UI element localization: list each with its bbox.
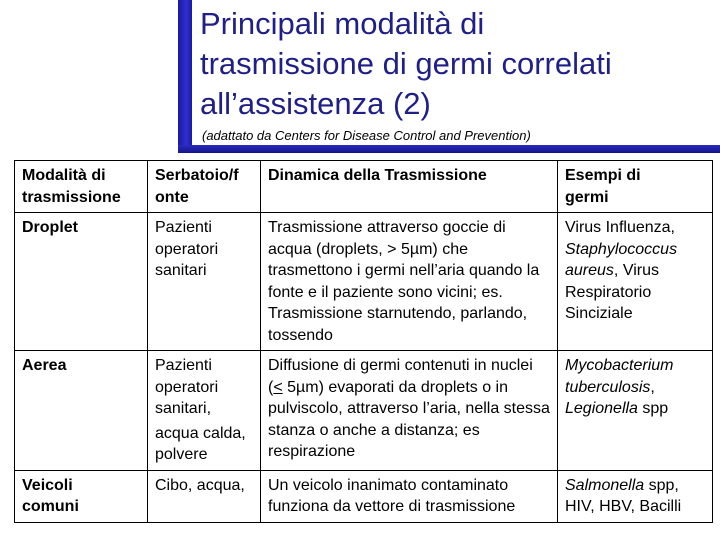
header-examples-line-1: Esempi di: [565, 167, 641, 184]
dynamics-text: Diffusione di germi contenuti in nuclei (: [268, 357, 533, 396]
source-part-2: acqua calda, polvere: [155, 424, 246, 463]
title-accent-bar-vertical: [178, 0, 192, 152]
header-source-line-2: onte: [155, 188, 189, 206]
slide-title-line-3: all’assistenza (2): [200, 86, 431, 121]
row-droplet-examples: [558, 213, 713, 351]
header-mode-line-2: trasmissione: [22, 188, 121, 206]
header-examples-line-2: germi: [565, 188, 609, 206]
table-row: [15, 470, 713, 522]
slide-subtitle: (adattato da Centers for Disease Control and Prevention): [202, 128, 531, 143]
slide-title: [200, 4, 710, 124]
example-text: , Virus Respiratorio Sinciziale: [565, 262, 659, 322]
example-species: Staphylococcus aureus: [565, 240, 678, 279]
header-mode: [15, 161, 148, 213]
row-aerea-source: [148, 351, 261, 471]
source-part-1: Pazienti operatori sanitari,: [155, 357, 219, 417]
row-aerea-examples: [558, 351, 713, 471]
example-species: Mycobacterium tuberculosis: [565, 357, 674, 396]
row-droplet-mode: Droplet: [15, 213, 148, 351]
header-mode-line-1: Modalità di: [22, 167, 106, 184]
row-droplet-source: Pazienti operatori sanitari: [148, 213, 261, 351]
header-examples: [558, 161, 713, 213]
example-text: spp,: [644, 476, 679, 494]
slide-title-line-1: Principali modalità di: [200, 6, 485, 41]
example-species: Salmonella: [565, 476, 645, 494]
example-text: HIV, HBV, Bacilli: [565, 498, 682, 515]
row-veicoli-dynamics: Un veicolo inanimato contaminato funziona da vettore di trasmissione: [261, 470, 558, 522]
row-droplet-dynamics: Trasmissione attraverso goccie di acqua (droplets, > 5µm) che trasmettono i germi nell’aria quando la fonte e il paziente sono vicini; es. Trasmissione starnutendo, parlando, tossendo: [261, 213, 558, 351]
title-accent-bar-horizontal: [178, 145, 720, 153]
dynamics-text: 5µm) evaporati da droplets o in pulviscolo, attraverso l’aria, nella stessa stanza o anche a distanza; es respirazione: [268, 378, 550, 460]
table-row: [15, 351, 713, 471]
table-row: [15, 213, 713, 351]
mode-line-2: comuni: [22, 498, 79, 515]
row-veicoli-examples: [558, 470, 713, 522]
header-source: [148, 161, 261, 213]
header-dynamics: Dinamica della Trasmissione: [261, 161, 558, 213]
row-aerea-mode: Aerea: [15, 351, 148, 471]
row-aerea-dynamics: [261, 351, 558, 471]
row-veicoli-source: Cibo, acqua,: [148, 470, 261, 522]
mode-line-1: Veicoli: [22, 476, 73, 494]
example-text: Virus Influenza,: [565, 219, 675, 236]
transmission-table: [14, 160, 713, 523]
example-species: Legionella: [565, 400, 638, 417]
example-text: ,: [650, 378, 655, 396]
row-veicoli-mode: [15, 470, 148, 522]
slide-title-line-2: trasmissione di germi correlati: [200, 46, 612, 81]
table-header-row: [15, 161, 713, 213]
dynamics-symbol: <: [273, 378, 283, 396]
example-text: spp: [637, 400, 669, 417]
header-source-line-1: Serbatoio/f: [155, 167, 239, 184]
